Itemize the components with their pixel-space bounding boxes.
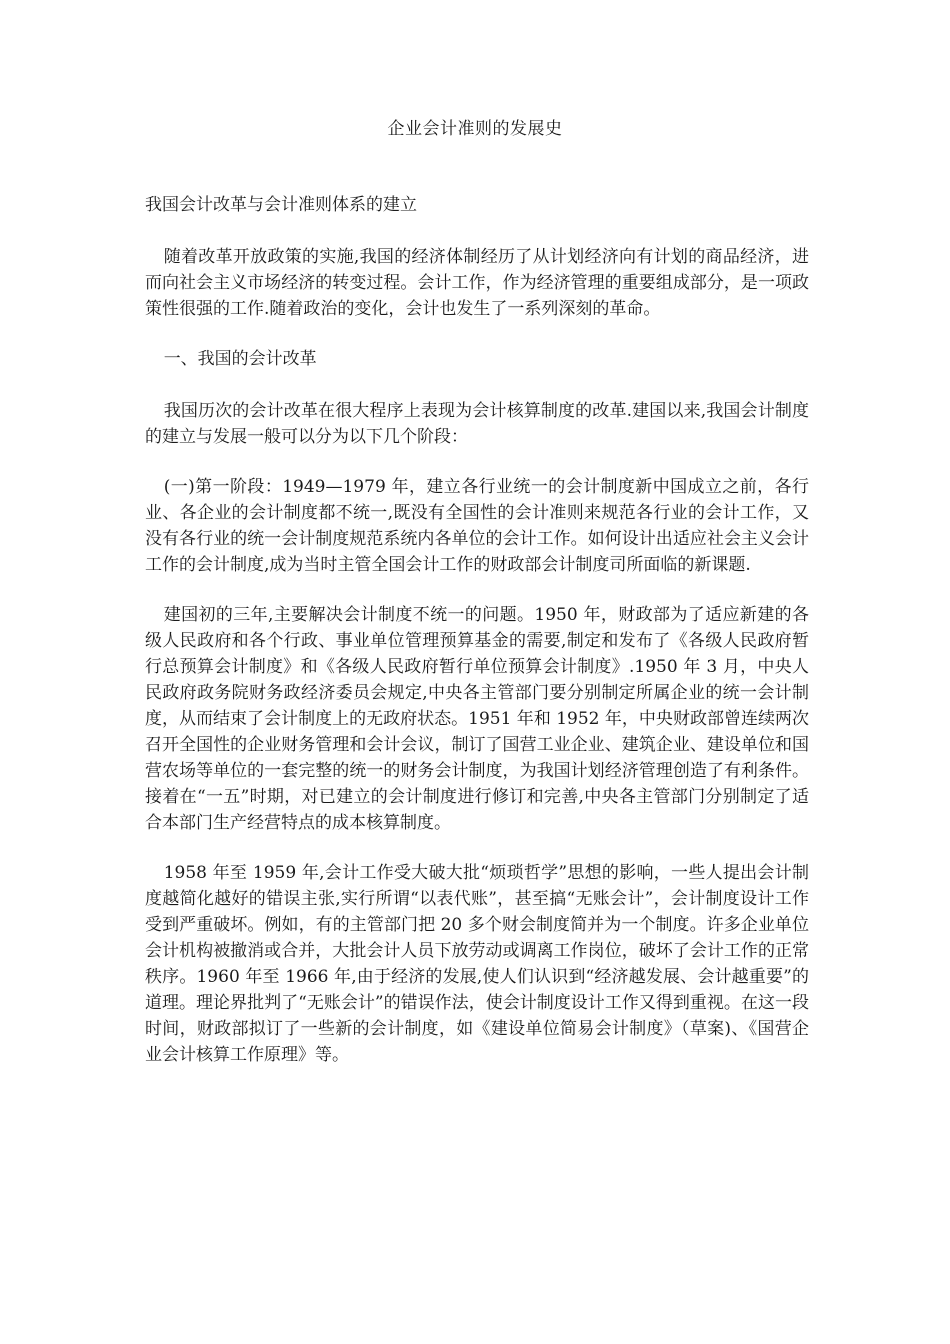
body-paragraph: 1958 年至 1959 年,会计工作受大破大批“烦琐哲学”思想的影响，一些人提出会计制度越简化越好的错误主张,实行所谓“以表代账”，甚至搞“无账会计”，会计制度设计工作受到严重破坏。例如，有的主管部门把 20 多个财会制度简并为一个制度。许多企业单位会计机构被撤消或合并，大批会计人员下放劳动或调离工作岗位，破坏了会计工作的正常秩序。1960 年至 1966 年,由于经济的发展,使人们认识到“经济越发展、会计越重要”的道理。理论界批判了“无账会计”的错误作法，使会计制度设计工作又得到重视。在这一段时间，财政部拟订了一些新的会计制度，如《建设单位简易会计制度》（草案)、《国营企业会计核算工作原理》等。 — [145, 863, 809, 1065]
body-paragraph: (一)第一阶段：1949—1979 年，建立各行业统一的会计制度新中国成立之前，各行业、各企业的会计制度都不统一,既没有全国性的会计准则来规范各行业的会计工作，又没有各行业的统一会计制度规范系统内各单位的会计工作。如何设计出适应社会主义会计工作的会计制度,成为当时主管全国会计工作的财政部会计制度司所面临的新课题. — [145, 477, 809, 575]
document-body — [145, 192, 809, 1092]
intro-paragraph: 随着改革开放政策的实施,我国的经济体制经历了从计划经济向有计划的商品经济，进而向社会主义市场经济的转变过程。会计工作，作为经济管理的重要组成部分，是一项政策性很强的工作.随着政治的变化，会计也发生了一系列深刻的革命。 — [145, 247, 809, 319]
body-paragraph: 建国初的三年,主要解决会计制度不统一的问题。1950 年，财政部为了适应新建的各级人民政府和各个行政、事业单位管理预算基金的需要,制定和发布了《各级人民政府暂行总预算会计制度》和《各级人民政府暂行单位预算会计制度》.1950 年 3 月，中央人民政府政务院财务政经济委员会规定,中央各主管部门要分别制定所属企业的统一会计制度，从而结束了会计制度上的无政府状态。1951 年和 1952 年，中央财政部曾连续两次召开全国性的企业财务管理和会计会议，制订了国营工业企业、建筑企业、建设单位和国营农场等单位的一套完整的统一的财务会计制度，为我国计划经济管理创造了有利条件。接着在“一五”时期，对已建立的会计制度进行修订和完善,中央各主管部门分别制定了适合本部门生产经营特点的成本核算制度。 — [145, 605, 809, 833]
document-title: 企业会计准则的发展史 — [387, 119, 563, 139]
section-heading: 一、我国的会计改革 — [163, 349, 317, 369]
document-subtitle: 我国会计改革与会计准则体系的建立 — [145, 195, 417, 215]
body-paragraph: 我国历次的会计改革在很大程序上表现为会计核算制度的改革.建国以来,我国会计制度的建立与发展一般可以分为以下几个阶段： — [145, 401, 809, 447]
